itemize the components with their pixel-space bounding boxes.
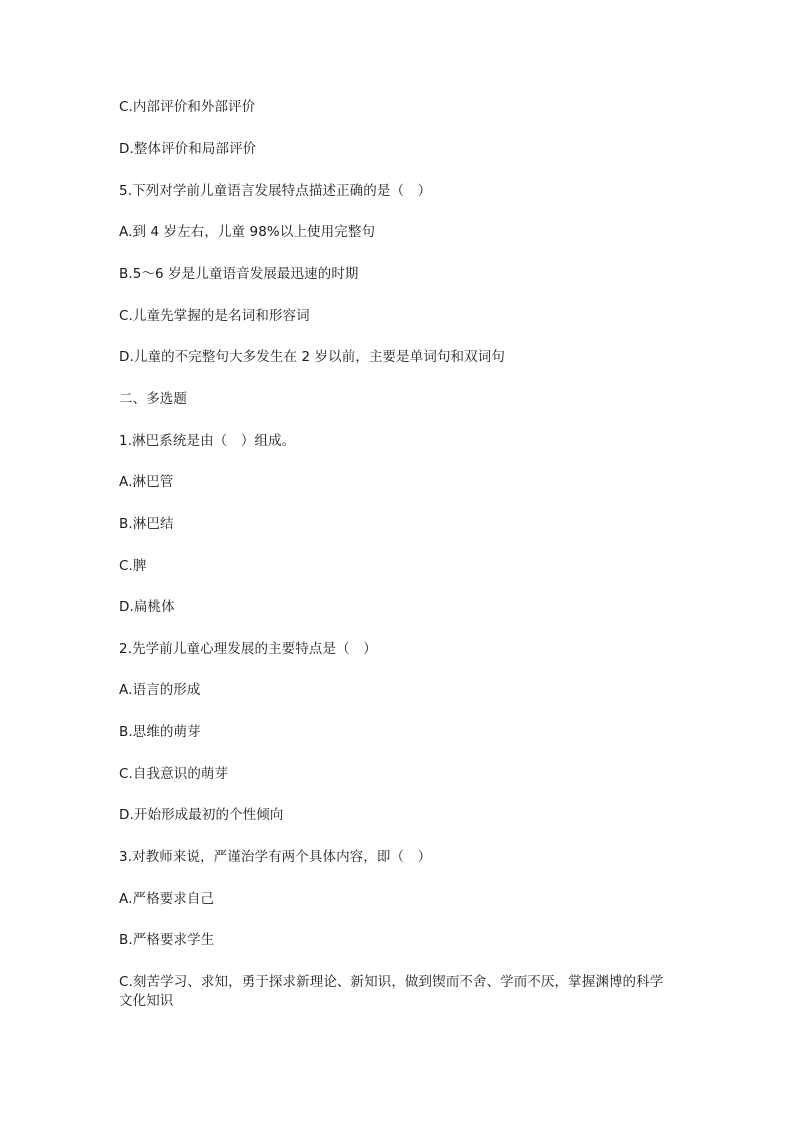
mc1-option-b: B.淋巴结 xyxy=(119,516,174,532)
mc-question-3: 3.对教师来说，严谨治学有两个具体内容，即（ ） xyxy=(119,849,432,865)
mc2-option-a: A.语言的形成 xyxy=(119,682,201,698)
q5-option-c: C.儿童先掌握的是名词和形容词 xyxy=(119,308,310,324)
mc-question-1: 1.淋巴系统是由（ ）组成。 xyxy=(119,433,296,449)
mc3-option-a: A.严格要求自己 xyxy=(119,891,215,907)
mc2-option-d: D.开始形成最初的个性倾向 xyxy=(119,807,284,823)
mc3-option-c: C.刻苦学习、求知，勇于探求新理论、新知识，做到锲而不舍、学而不厌，掌握渊博的科学文化知识 xyxy=(119,974,664,1009)
mc2-option-c: C.自我意识的萌芽 xyxy=(119,766,229,782)
section-heading-multiple-choice: 二、多选题 xyxy=(119,391,187,407)
mc3-option-b: B.严格要求学生 xyxy=(119,932,215,948)
q5-option-b: B.5～6 岁是儿童语音发展最迅速的时期 xyxy=(119,266,359,282)
option-c-internal-external: C.内部评价和外部评价 xyxy=(119,99,256,115)
question-5: 5.下列对学前儿童语言发展特点描述正确的是（ ） xyxy=(119,183,432,199)
q5-option-d: D.儿童的不完整句大多发生在 2 岁以前，主要是单词句和双词句 xyxy=(119,349,505,365)
option-d-whole-partial: D.整体评价和局部评价 xyxy=(119,141,257,157)
q5-option-a: A.到 4 岁左右，儿童 98%以上使用完整句 xyxy=(119,224,376,240)
mc-question-2: 2.先学前儿童心理发展的主要特点是（ ） xyxy=(119,641,377,657)
mc1-option-d: D.扁桃体 xyxy=(119,599,175,615)
mc2-option-b: B.思维的萌芽 xyxy=(119,724,201,740)
mc1-option-c: C.脾 xyxy=(119,558,147,574)
mc1-option-a: A.淋巴管 xyxy=(119,474,174,490)
